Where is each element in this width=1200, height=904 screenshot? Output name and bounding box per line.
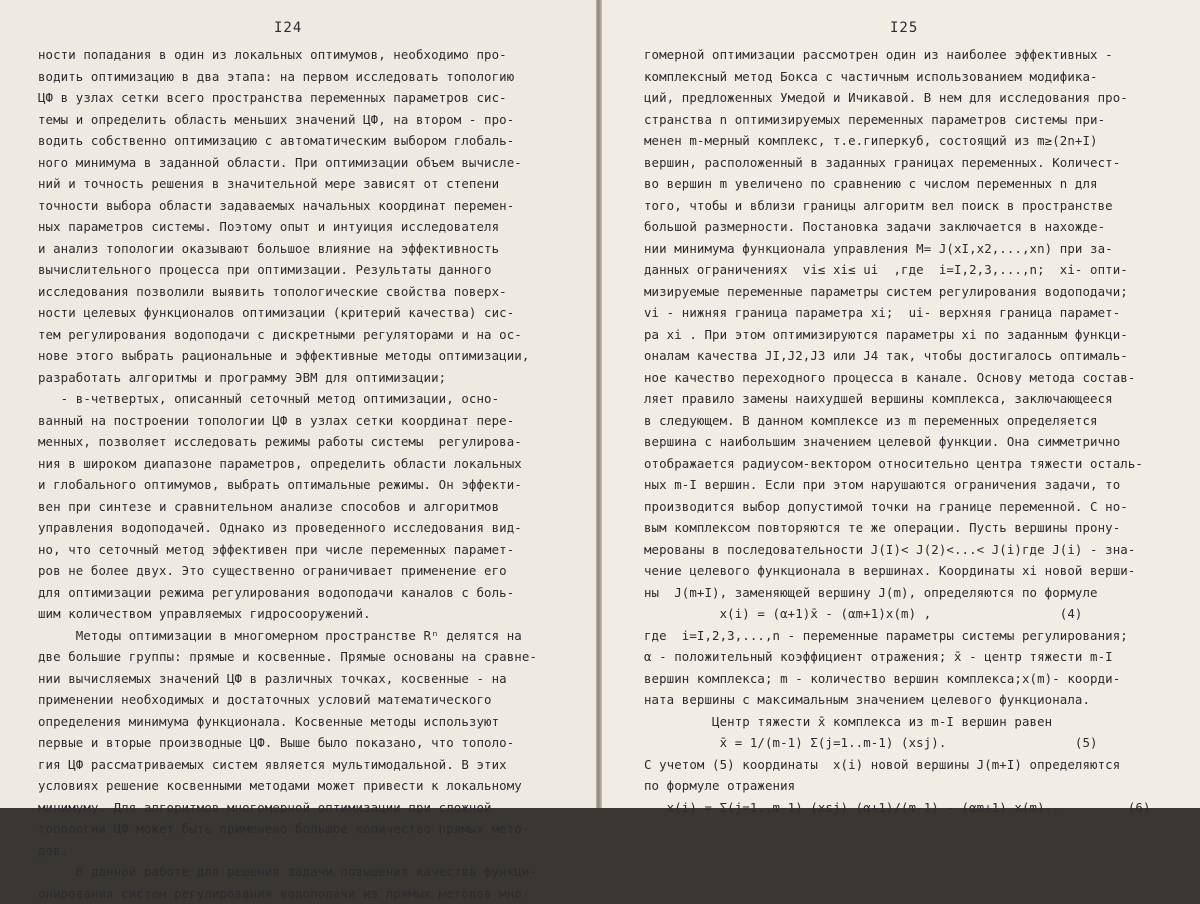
page-number: I25 [890,20,918,36]
page-body [38,44,537,904]
text-line: темы и определить область меньших значений ЦФ, на втором - про- [38,109,537,131]
text-line: ния в широком диапазоне параметров, определить области локальных [38,453,537,475]
text-line: ний и точность решения в значительной мере зависят от степени [38,173,537,195]
text-line: в следующем. В данном комплексе из m переменных определяется [644,410,1151,432]
text-line: точности выбора области задаваемых начальных координат перемен- [38,195,537,217]
text-line: водить оптимизацию в два этапа: на первом исследовать топологию [38,66,537,88]
text-line: С учетом (5) координаты x(i) новой вершины J(m+I) определяются [644,754,1151,776]
text-line: нии вычисляемых значений ЦФ в различных точках, косвенные - на [38,668,537,690]
text-line: гомерной оптимизации рассмотрен один из наиболее эффективных - [644,44,1151,66]
text-line: - в-четвертых, описанный сеточный метод оптимизации, осно- [38,388,537,410]
text-line: шим количеством управляемых гидросооружений. [38,603,537,625]
text-line: нии минимума функционала управления M= J(xI,x2,...,xn) при за- [644,238,1151,260]
text-line: онирования систем регулирования водоподачи из прямых методов мно- [38,883,537,904]
text-line: и анализ топологии оказывают большое влияние на эффективность [38,238,537,260]
text-line: мизируемые переменные параметры систем регулирования водоподачи; [644,281,1151,303]
text-line: ЦФ в узлах сетки всего пространства переменных параметров сис- [38,87,537,109]
text-line: ное качество переходного процесса в канале. Основу метода состав- [644,367,1151,389]
text-line: ного минимума в заданной области. При оптимизации объем вычисле- [38,152,537,174]
text-line: x(i) = (α+1)x̄ - (αm+1)x(m) , (4) [644,603,1151,625]
text-line: ванный на построении топологии ЦФ в узлах сетки координат пере- [38,410,537,432]
book-gutter [596,0,602,808]
text-line: менных, позволяет исследовать режимы работы системы регулирова- [38,431,537,453]
text-line: α - положительный коэффициент отражения; x̄ - центр тяжести m-I [644,646,1151,668]
page-number: I24 [274,20,302,36]
text-line: ров не более двух. Это существенно ограничивает применение его [38,560,537,582]
text-line: ра xi . При этом оптимизируются параметры xi по заданным функци- [644,324,1151,346]
text-line: исследования позволили выявить топологические свойства поверх- [38,281,537,303]
text-line: вершин, расположенный в заданных границах переменных. Количест- [644,152,1151,174]
text-line: x̄ = 1/(m-1) Σ(j=1..m-1) (xsj). (5) [644,732,1151,754]
text-line: по формуле отражения [644,775,1151,797]
text-line: x(i) = Σ(j=1..m-1) (xsj) (α+1)/(m-1) - (αm+1) x(m) . (6) [644,797,1151,819]
text-line: большой размерности. Постановка задачи заключается в нахожде- [644,216,1151,238]
text-line: Методы оптимизации в многомерном пространстве Rⁿ делятся на [38,625,537,647]
text-line: мерованы в последовательности J(I)< J(2)<...< J(i)где J(i) - зна- [644,539,1151,561]
text-line: вым комплексом повторяются те же операции. Пусть вершины прону- [644,517,1151,539]
text-line: управления водоподачей. Однако из проведенного исследования вид- [38,517,537,539]
text-line: во вершин m увеличено по сравнению с числом переменных n для [644,173,1151,195]
text-line: оналам качества JI,J2,J3 или J4 так, чтобы достигалось оптималь- [644,345,1151,367]
text-line: отображается радиусом-вектором относительно центра тяжести осталь- [644,453,1151,475]
text-line: ных m-I вершин. Если при этом нарушаются ограничения задачи, то [644,474,1151,496]
text-line: ций, предложенных Умедой и Ичикавой. В нем для исследования про- [644,87,1151,109]
text-line: чение целевого функционала в вершинах. Координаты xi новой верши- [644,560,1151,582]
left-page [0,0,596,808]
text-line: ности целевых функционалов оптимизации (критерий качества) сис- [38,302,537,324]
text-line: но, что сеточный метод эффективен при числе переменных парамет- [38,539,537,561]
text-line: применении необходимых и достаточных условий математического [38,689,537,711]
text-line: странства n оптимизируемых переменных параметров системы при- [644,109,1151,131]
text-line: дов. [38,840,537,862]
text-line: для оптимизации режима регулирования водоподачи каналов с боль- [38,582,537,604]
text-line: производится выбор допустимой точки на границе переменной. С но- [644,496,1151,518]
text-line: вершина с наибольшим значением целевой функции. Она симметрично [644,431,1151,453]
text-line: гия ЦФ рассматриваемых систем является мультимодальной. В этих [38,754,537,776]
text-line: водить собственно оптимизацию с автоматическим выбором глобаль- [38,130,537,152]
text-line: ных параметров системы. Поэтому опыт и интуиция исследователя [38,216,537,238]
text-line: и глобального оптимумов, выбрать оптимальные режимы. Он эффекти- [38,474,537,496]
text-line: менен m-мерный комплекс, т.е.гиперкуб, состоящий из m≥(2n+I) [644,130,1151,152]
text-line: вершин комплекса; m - количество вершин комплекса;x(m)- коорди- [644,668,1151,690]
text-line: ната вершины с максимальным значением целевого функционала. [644,689,1151,711]
text-line: две большие группы: прямые и косвенные. Прямые основаны на сравне- [38,646,537,668]
text-line: ности попадания в один из локальных оптимумов, необходимо про- [38,44,537,66]
page-body [644,44,1151,818]
text-line: данных ограничениях vi≤ xi≤ ui ,где i=I,2,3,...,n; xi- опти- [644,259,1151,281]
text-line: минимуму. Для алгоритмов многомерной оптимизации при сложной [38,797,537,819]
text-line: В данной работе для решения задачи повышения качества функци- [38,861,537,883]
text-line: топологии ЦФ может быть применено большое количество прямых мето- [38,818,537,840]
text-line: вен при синтезе и сравнительном анализе способов и алгоритмов [38,496,537,518]
text-line: где i=I,2,3,...,n - переменные параметры системы регулирования; [644,625,1151,647]
text-line: нове этого выбрать рациональные и эффективные методы оптимизации, [38,345,537,367]
text-line: ны J(m+I), заменяющей вершину J(m), определяются по формуле [644,582,1151,604]
text-line: первые и вторые производные ЦФ. Выше было показано, что тополо- [38,732,537,754]
right-page [600,0,1200,808]
text-line: vi - нижняя граница параметра xi; ui- верхняя граница парамет- [644,302,1151,324]
text-line: вычислительного процесса при оптимизации. Результаты данного [38,259,537,281]
text-line: ляет правило замены наихудшей вершины комплекса, заключающееся [644,388,1151,410]
text-line: тем регулирования водоподачи с дискретными регуляторами и на ос- [38,324,537,346]
text-line: определения минимума функционала. Косвенные методы используют [38,711,537,733]
text-line: Центр тяжести x̄ комплекса из m-I вершин равен [644,711,1151,733]
text-line: условиях решение косвенными методами может привести к локальному [38,775,537,797]
text-line: разработать алгоритмы и программу ЭВМ для оптимизации; [38,367,537,389]
text-line: того, чтобы и вблизи границы алгоритм вел поиск в пространстве [644,195,1151,217]
text-line: комплексный метод Бокса с частичным использованием модифика- [644,66,1151,88]
